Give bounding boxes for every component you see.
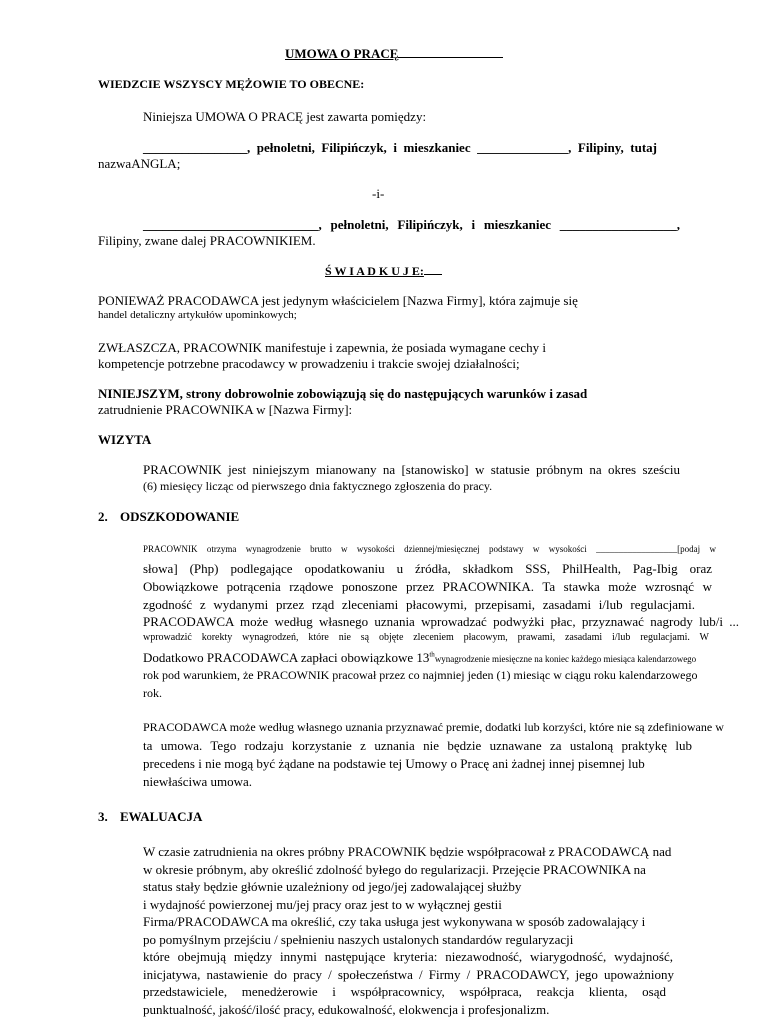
line7-main: Dodatkowo PRACODAWCA zapłaci obowiązkowe 13 bbox=[143, 650, 430, 665]
section3-line1: W czasie zatrudnienia na okres próbny PRACOWNIK będzie współpracował z PRACODAWCĄ nad bbox=[143, 844, 672, 859]
section3-line9: przedstawiciele, menedżerowie i współpracownicy, współpraca, reakcja klienta, osąd bbox=[143, 984, 666, 999]
document-title bbox=[285, 46, 503, 62]
section2-p1-line2: słowa] (Php) podlegające opodatkowaniu u źródła, składkom SSS, PhilHealth, Pag-Ibig oraz bbox=[143, 561, 712, 576]
section1-line2: (6) miesięcy licząc od pierwszego dnia faktycznego zgłoszenia do pracy. bbox=[143, 479, 493, 493]
section1-heading: WIZYTA bbox=[98, 432, 152, 447]
whereas1-line1: PONIEWAŻ PRACODAWCA jest jedynym właścicielem [Nazwa Firmy], która zajmuje się bbox=[98, 293, 578, 308]
section3-line6: po pomyślnym przejściu / spełnieniu naszych ustalonych standardów regularyzacji bbox=[143, 932, 574, 947]
section2-p1-line7 bbox=[143, 650, 696, 666]
now-line1: NINIEJSZYM, strony dobrowolnie zobowiązują się do następujących warunków i zasad bbox=[98, 386, 588, 401]
party1-line1: ________________, pełnoletni, Filipińczyk, i mieszkaniec ______________, Filipiny, tutaj bbox=[143, 140, 657, 155]
party2-line2: Filipiny, zwane dalej PRACOWNIKIEM. bbox=[98, 233, 316, 248]
section1-line1: PRACOWNIK jest niniejszym mianowany na [stanowisko] w statusie próbnym na okres sześciu bbox=[143, 462, 680, 477]
opening-line: WIEDZCIE WSZYSCY MĘŻOWIE TO OBECNE: bbox=[98, 77, 365, 91]
section2-p1-line8: rok pod warunkiem, że PRACOWNIK pracował przez co najmniej jeden (1) miesiąc w ciągu roku kalendarzowego bbox=[143, 668, 698, 682]
party1-line2: nazwaANGLA; bbox=[98, 156, 181, 171]
section2-p2-line2: ta umowa. Tego rodzaju korzystanie z uznania nie będzie uznawane za ustaloną praktykę lub bbox=[143, 738, 692, 753]
title-text: UMOWA O PRACĘ bbox=[285, 46, 399, 61]
section3-line4: i wydajność powierzonej mu/jej pracy oraz jest to w wyłącznej gestii bbox=[143, 897, 502, 912]
section2-p1-line6: wprowadzić korekty wynagrodzeń, które nie są objęte zleceniem płacowym, prawami, zasadami i/lub regulacjami. W bbox=[143, 632, 709, 643]
whereas2-line1: ZWŁASZCZA, PRACOWNIK manifestuje i zapewnia, że posiada wymagane cechy i bbox=[98, 340, 547, 355]
party2-line1: ___________________________, pełnoletni, Filipińczyk, i mieszkaniec __________________, bbox=[143, 217, 680, 232]
intro-line: Niniejsza UMOWA O PRACĘ jest zawarta pomiędzy: bbox=[143, 109, 427, 124]
ordinal-suffix: th bbox=[429, 650, 435, 659]
section2-heading: ODSZKODOWANIE bbox=[120, 509, 240, 524]
section3-line8: inicjatywa, nastawienie do pracy / społeczeństwa / Firmy / PRACODAWCY, jego upoważniony bbox=[143, 967, 674, 982]
title-blank bbox=[398, 46, 503, 58]
section2-p2-line4: niewłaściwa umowa. bbox=[143, 774, 253, 789]
witnesseth-blank bbox=[424, 264, 442, 275]
witnesseth-text: Ś W I A D K U J E: bbox=[325, 264, 424, 278]
whereas1-line2: handel detaliczny artykułów upominkowych; bbox=[98, 309, 297, 321]
section3-line7: które obejmują między innymi następujące kryteria: niezawodność, wiarygodność, wydajność, bbox=[143, 949, 673, 964]
line7-small: wynagrodzenie miesięczne na koniec każdego miesiąca kalendarzowego bbox=[434, 654, 697, 664]
section3-line2: w okresie próbnym, aby określić zdolność byłego do regularizacji. Przejęcie PRACOWNIKA na bbox=[143, 862, 646, 877]
section3-number: 3. bbox=[98, 809, 108, 824]
section3-line5: Firma/PRACODAWCA ma określić, czy taka usługa jest wykonywana w sposób zadowalający i bbox=[143, 914, 646, 929]
section2-p1-line9: rok. bbox=[143, 686, 162, 700]
section2-number: 2. bbox=[98, 509, 108, 524]
now-line2: zatrudnienie PRACOWNIKA w [Nazwa Firmy]: bbox=[98, 402, 353, 417]
section3-line10: punktualność, jakość/ilość pracy, edukowalność, elokwencja i profesjonalizm. bbox=[143, 1002, 550, 1017]
conjunction: -i- bbox=[372, 186, 385, 201]
section3-heading: EWALUACJA bbox=[120, 809, 203, 824]
section2-p1-line5: PRACODAWCA może według własnego uznania wprowadzać podwyżki płac, przyznawać nagrody lub/i ... bbox=[143, 614, 739, 629]
whereas2-line2: kompetencje potrzebne pracodawcy w prowadzeniu i trakcie swojej działalności; bbox=[98, 356, 520, 371]
witnesseth-heading bbox=[325, 264, 442, 279]
section2-p1-line3: Obowiązkowe potrącenia rządowe ponoszone przez PRACOWNIKA. Ta stawka może wzrosnąć w bbox=[143, 579, 712, 594]
section3-line3: status stały będzie głównie uzależniony od jego/jej zadowalającej służby bbox=[143, 879, 522, 894]
section2-p2-line3: precedens i nie mogą być żądane na podstawie tej Umowy o Pracę ani żadnej innej pisemnej lub bbox=[143, 756, 645, 771]
section2-p1-line4: zgodność z wydanymi przez rząd zleceniami płacowymi, przepisami, zasadami i/lub regulacjami. bbox=[143, 597, 695, 612]
section2-p2-line1: PRACODAWCA może według własnego uznania przyznawać premie, dodatki lub korzyści, które nie są zdefiniowane w bbox=[143, 720, 724, 734]
section2-p1-line1: PRACOWNIK otrzyma wynagrodzenie brutto w wysokości dziennej/miesięcznej podstawy w wysokości __________________[podaj w bbox=[143, 544, 716, 554]
